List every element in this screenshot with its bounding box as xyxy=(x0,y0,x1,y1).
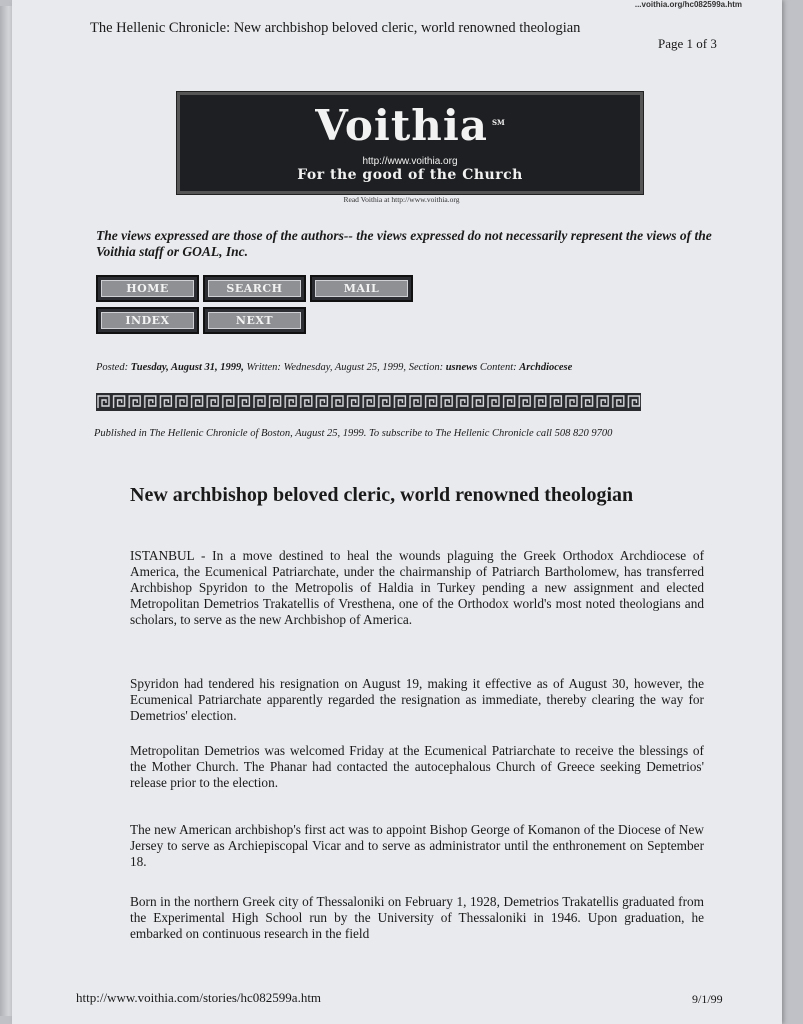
section-label: Section: xyxy=(408,362,444,373)
page-indicator: Page 1 of 3 xyxy=(658,36,717,51)
article-paragraph: Born in the northern Greek city of Thessaloniki on February 1, 1928, Demetrios Trakatellis graduated from the Experimental High School run by the University of Thessaloniki in 1946. Upon graduation, he embarked on continuous research in the field xyxy=(130,894,704,941)
voithia-logo xyxy=(180,101,640,150)
section-value: usnews xyxy=(445,362,478,373)
footer-url: http://www.voithia.com/stories/hc082599a.htm xyxy=(76,990,322,1005)
article-title: New archbishop beloved cleric, world renowned theologian xyxy=(130,484,634,506)
article-paragraph: The new American archbishop's first act was to appoint Bishop George of Komanon of the Diocese of New Jersey to serve as Archiepiscopal Vicar and to serve as administrator until the enthronement on September 18. xyxy=(130,822,704,869)
index-button[interactable] xyxy=(96,307,199,334)
footer-date: 9/1/99 xyxy=(692,992,723,1006)
posted-label: Posted: xyxy=(96,362,129,373)
written-label: Written: xyxy=(246,362,281,373)
mail-button-label: MAIL xyxy=(315,280,408,297)
post-metadata xyxy=(96,362,572,373)
article-paragraph: ISTANBUL - In a move destined to heal the wounds plaguing the Greek Orthodox Archdiocese of America, the Ecumenical Patriarchate, under the chairmanship of Patriarch Bartholomew, has transferred Archbishop Spyridon to the Metropolis of Haldia in Turkey pending a new assignment and elected Metropolitan Demetrios Trakatellis of Vresthena, one of the Orthodox world's most noted theologians and scholars, to serve as the new Archbishop of America. xyxy=(130,548,704,627)
corner-url: ...voithia.org/hc082599a.htm xyxy=(634,0,742,9)
voithia-banner[interactable] xyxy=(177,92,643,194)
banner-tagline: For the good of the Church xyxy=(297,167,523,183)
search-button-label: SEARCH xyxy=(208,280,301,297)
index-button-label: INDEX xyxy=(101,312,194,329)
content-label: Content: xyxy=(479,362,517,373)
article-paragraph: Metropolitan Demetrios was welcomed Friday at the Ecumenical Patriarchate to receive the blessings of the Mother Church. The Phanar had contacted the autocephalous Church of Greece seeking Demetrios' release prior to the election. xyxy=(130,743,704,790)
logo-text: Voithia xyxy=(315,101,488,150)
home-button[interactable] xyxy=(96,275,199,302)
mail-button[interactable] xyxy=(310,275,413,302)
print-header-title: The Hellenic Chronicle: New archbishop beloved cleric, world renowned theologian xyxy=(90,20,581,36)
article-paragraph: Spyridon had tendered his resignation on August 19, making it effective as of August 30, however, the Ecumenical Patriarchate apparently regarded the resignation as immediate, thereby clearing the way for Demetrios' election. xyxy=(130,676,704,723)
home-button-label: HOME xyxy=(101,280,194,297)
printed-page xyxy=(12,0,782,1024)
search-button[interactable] xyxy=(203,275,306,302)
next-button-label: NEXT xyxy=(208,312,301,329)
banner-url: http://www.voithia.org xyxy=(362,156,458,167)
content-value: Archdiocese xyxy=(519,362,573,373)
posted-value: Tuesday, August 31, 1999, xyxy=(130,362,244,373)
written-value: Wednesday, August 25, 1999, xyxy=(283,362,407,373)
disclaimer: The views expressed are those of the authors-- the views expressed do not necessarily represent the views of the Voithia staff or GOAL, Inc. xyxy=(96,228,712,259)
greek-key-divider xyxy=(96,393,641,411)
next-button[interactable] xyxy=(203,307,306,334)
service-mark: SM xyxy=(492,118,505,127)
published-note: Published in The Hellenic Chronicle of Boston, August 25, 1999. To subscribe to The Hellenic Chronicle call 508 820 9700 xyxy=(94,428,613,439)
read-voithia-note: Read Voithia at http://www.voithia.org xyxy=(343,195,460,204)
